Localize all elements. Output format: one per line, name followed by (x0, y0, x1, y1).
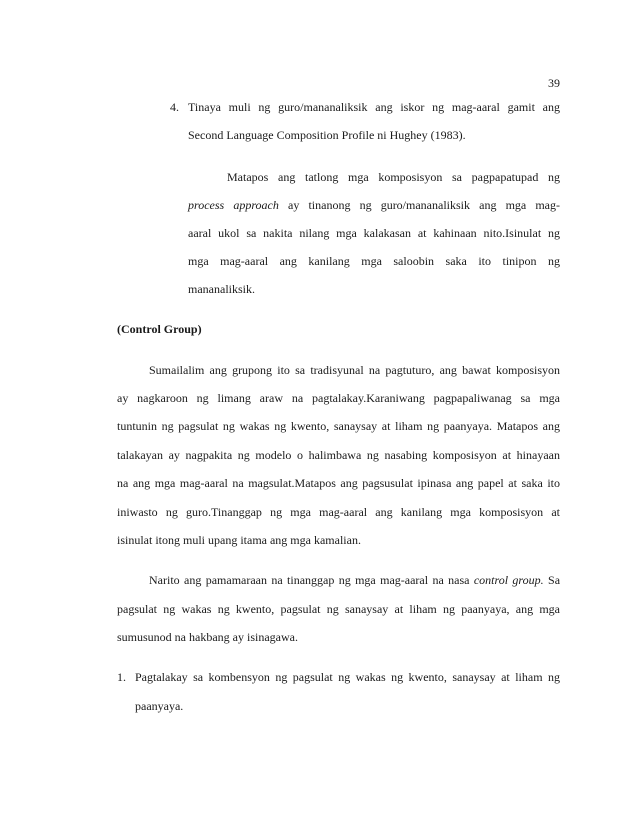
paragraph-line: mananaliksik. (188, 282, 255, 296)
list-item-line: paanyaya. (135, 699, 184, 713)
paragraph-line: ay nagkaroon ng limang araw na pagtalakay.Karaniwang pagpapaliwanag sa mga (117, 391, 560, 405)
italic-term: process approach (188, 198, 279, 212)
paragraph-line: aaral ukol sa nakita nilang mga kalakasan at kahinaan nito.Isinulat ng (188, 226, 560, 240)
paragraph-line: Narito ang pamamaraan na tinanggap ng mga mag-aaral na nasa control group. Sa (149, 573, 561, 587)
list-item-line: Tinaya muli ng guro/mananaliksik ang iskor ng mag-aaral gamit ang (188, 100, 560, 114)
paragraph-line: tuntunin ng pagsulat ng wakas ng kwento, sanaysay at liham ng paanyaya. Matapos ang (117, 419, 560, 433)
list-item-line: Pagtalakay sa kombensyon ng pagsulat ng wakas ng kwento, sanaysay at liham ng (135, 670, 560, 684)
list-item-number: 4. (170, 100, 179, 114)
paragraph-line: Sumailalim ang grupong ito sa tradisyunal na pagtuturo, ang bawat komposisyon (149, 363, 560, 377)
page-number: 39 (548, 76, 560, 90)
paragraph-line: mga mag-aaral ang kanilang mga saloobin saka ito tinipon ng (188, 254, 560, 268)
paragraph-line: isinulat itong muli upang itama ang mga kamalian. (117, 533, 361, 547)
list-item-number: 1. (117, 670, 126, 684)
paragraph-line: talakayan ay nagpakita ng modelo o halimbawa ng nasabing komposisyon at hinayaan (117, 448, 560, 462)
italic-term: control group. (473, 573, 544, 587)
paragraph-line: iniwasto ng guro.Tinanggap ng mga mag-aaral ang kanilang mga komposisyon at (117, 505, 560, 519)
paragraph-line: na ang mga mag-aaral na magsulat.Matapos ang pagsusulat ipinasa ang papel at saka ito (117, 476, 560, 490)
paragraph-line: Matapos ang tatlong mga komposisyon sa pagpapatupad ng (227, 170, 560, 184)
section-heading: (Control Group) (117, 322, 202, 336)
paragraph-line: pagsulat ng wakas ng kwento, pagsulat ng sanaysay at liham ng paanyaya, ang mga (117, 602, 560, 616)
paragraph-line: process approach ay tinanong ng guro/mananaliksik ang mga mag- (188, 198, 560, 212)
paragraph-line: sumusunod na hakbang ay isinagawa. (117, 630, 298, 644)
list-item-line: Second Language Composition Profile ni Hughey (1983). (188, 128, 466, 142)
